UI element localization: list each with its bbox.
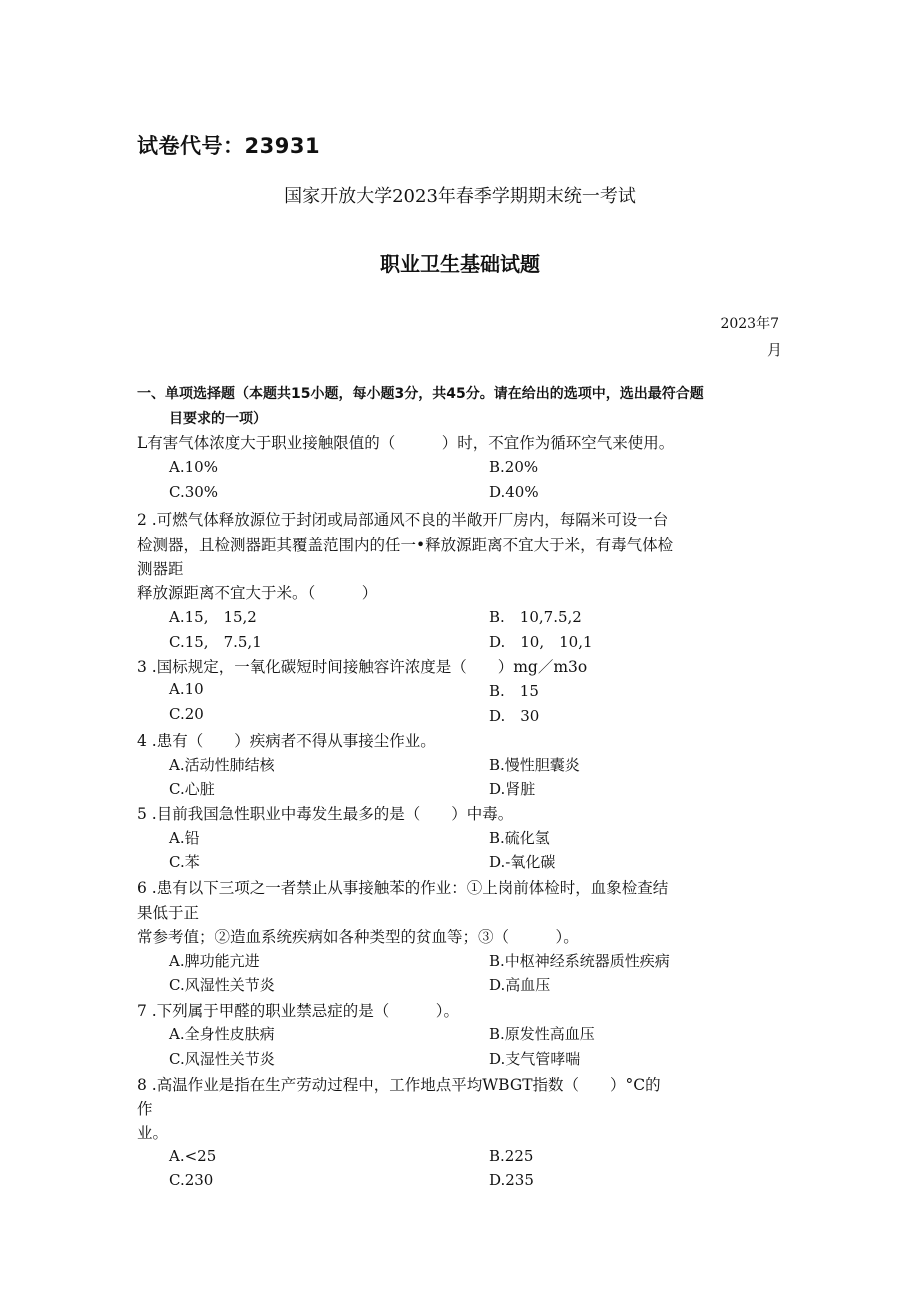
question-6-line-2: 果低于正 — [137, 904, 200, 922]
question-1-option-a: A.10% — [169, 458, 218, 476]
question-2-line-3: 测器距 — [137, 560, 184, 578]
question-7-line-1: 7 .下列属于甲醛的职业禁忌症的是（ ）。 — [137, 1002, 459, 1020]
question-7-option-b: B.原发性高血压 — [489, 1025, 595, 1043]
question-6-option-b: B.中枢神经系统器质性疾病 — [489, 952, 670, 970]
question-1-option-d: D.40% — [489, 483, 539, 501]
question-8-line-2: 作 — [137, 1100, 153, 1118]
paper-title: 职业卫生基础试题 — [380, 252, 540, 276]
question-5-option-b: B.硫化氢 — [489, 829, 550, 847]
question-3-option-a: A.10 — [169, 680, 204, 698]
exam-date-line1: 2023年7 — [720, 316, 779, 332]
question-3-line-1: 3 .国标规定，一氧化碳短时间接触容许浓度是（ ）mg／m3o — [137, 658, 588, 676]
question-3-option-b: B. 15 — [489, 682, 539, 700]
question-2-option-d: D. 10, 10,1 — [489, 633, 593, 651]
question-6-line-3: 常参考值；②造血系统疾病如各种类型的贫血等；③（ ）。 — [137, 928, 579, 946]
section-heading-line1: 一、单项选择题（本题共15小题，每小题3分，共45分。请在给出的选项中，选出最符合题 — [137, 386, 704, 402]
question-2-line-1: 2 .可燃气体释放源位于封闭或局部通风不良的半敞开厂房内，每隔米可设一台 — [137, 511, 669, 529]
question-2-line-4: 释放源距离不宜大于米。（ ） — [137, 584, 378, 602]
question-8-line-3: 业。 — [137, 1124, 169, 1142]
question-8-option-b: B.225 — [489, 1147, 534, 1165]
question-4-option-c: C.心脏 — [169, 780, 215, 798]
exam-date-line2: 月 — [766, 341, 782, 359]
question-3-option-c: C.20 — [169, 705, 204, 723]
question-4-line-1: 4 .患有（ ）疾病者不得从事接尘作业。 — [137, 732, 436, 750]
question-1-option-b: B.20% — [489, 458, 539, 476]
exam-name: 国家开放大学2023年春季学期期末统一考试 — [284, 186, 636, 207]
question-2-option-a: A.15, 15,2 — [169, 608, 257, 626]
question-2-option-c: C.15, 7.5,1 — [169, 633, 262, 651]
question-4-option-d: D.肾脏 — [489, 780, 536, 798]
question-3-option-d: D. 30 — [489, 707, 540, 725]
question-5-option-a: A.铅 — [169, 829, 200, 847]
question-4-option-b: B.慢性胆囊炎 — [489, 756, 580, 774]
question-1-option-c: C.30% — [169, 483, 219, 501]
question-8-option-a: A.<25 — [169, 1147, 217, 1165]
question-8-option-c: C.230 — [169, 1171, 214, 1189]
question-6-option-a: A.脾功能亢进 — [169, 952, 260, 970]
question-6-line-1: 6 .患有以下三项之一者禁止从事接触苯的作业：①上岗前体检时，血象检查结 — [137, 879, 669, 897]
section-heading-line2: 目要求的一项） — [169, 411, 267, 427]
question-6-option-d: D.高血压 — [489, 976, 551, 994]
question-7-option-d: D.支气管哮喘 — [489, 1050, 581, 1068]
question-4-option-a: A.活动性肺结核 — [169, 756, 275, 774]
paper-code: 试卷代号：23931 — [137, 134, 321, 158]
question-7-option-a: A.全身性皮肤病 — [169, 1025, 275, 1043]
question-5-option-d: D.-氧化碳 — [489, 853, 556, 871]
question-1-line-1: L有害气体浓度大于职业接触限值的（ ）时，不宜作为循环空气来使用。 — [137, 434, 675, 452]
question-2-option-b: B. 10,7.5,2 — [489, 608, 582, 626]
question-2-line-2: 检测器，且检测器距其覆盖范围内的任一•释放源距离不宜大于米，有毒气体检 — [137, 536, 674, 554]
question-7-option-c: C.风湿性关节炎 — [169, 1050, 275, 1068]
question-8-option-d: D.235 — [489, 1171, 534, 1189]
question-5-option-c: C.苯 — [169, 853, 200, 871]
question-5-line-1: 5 .目前我国急性职业中毒发生最多的是（ ）中毒。 — [137, 805, 514, 823]
question-6-option-c: C.风湿性关节炎 — [169, 976, 275, 994]
question-8-line-1: 8 .高温作业是指在生产劳动过程中，工作地点平均WBGT指数（ ）°C的 — [137, 1076, 661, 1094]
